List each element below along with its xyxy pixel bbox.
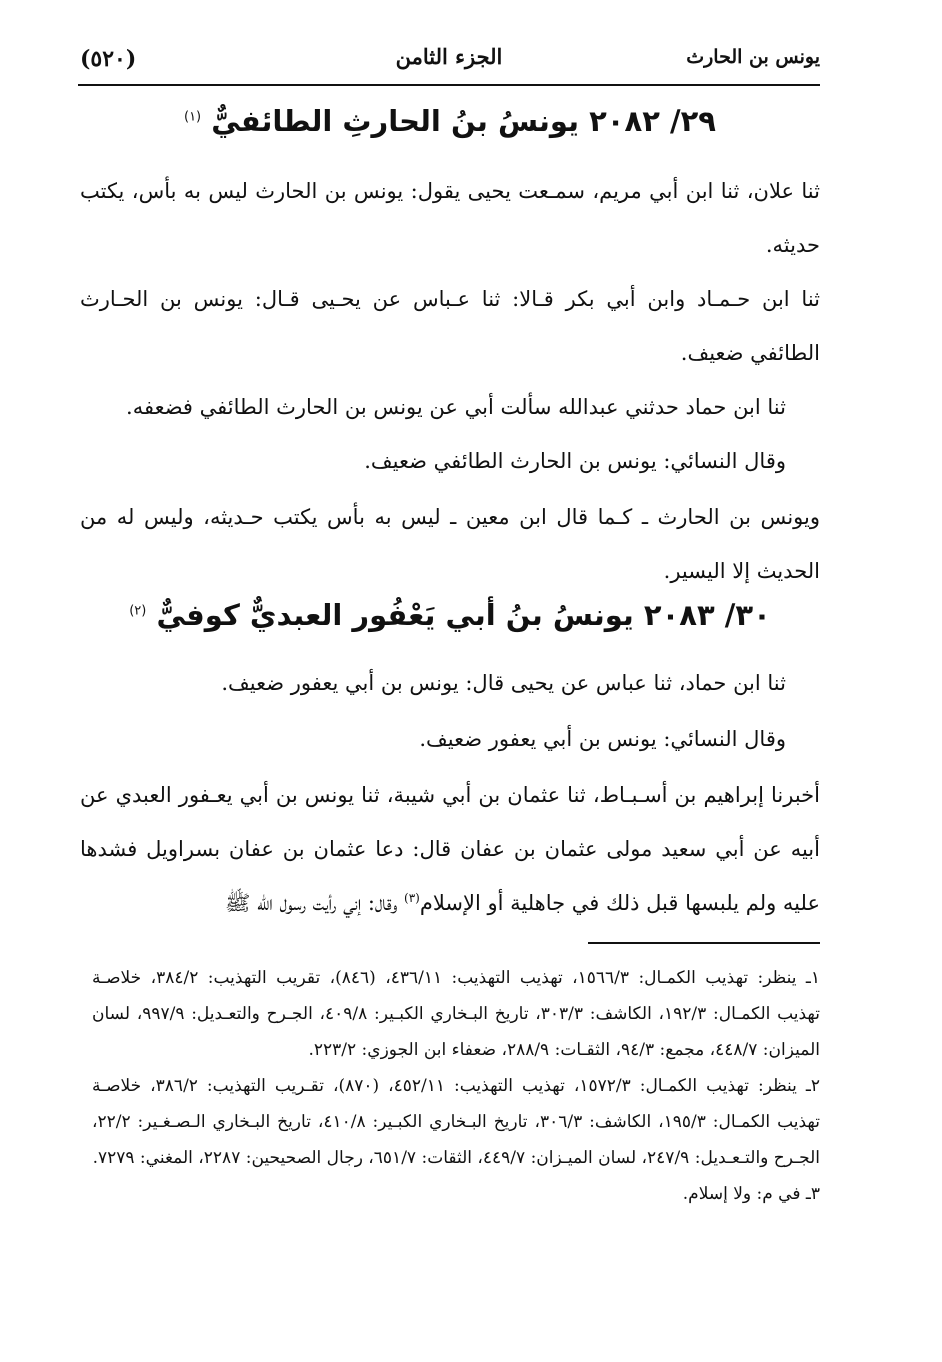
paragraph: وقال النسائي: يونس بن أبي يعفور ضعيف. (419, 727, 786, 751)
paragraph-text: وقال: إني رأيت رسول الله ﷺ (225, 891, 405, 915)
paragraph: وقال النسائي: يونس بن الحارث الطائفي ضعيف. (364, 449, 786, 473)
footnote-1: ١ـ ينظر: تهذيب الكمـال: ١٥٦٦/٣، تهذيب التهذيب: ٤٣٦/١١، (٨٤٦)، تقريب التهذيب: ٣٨٤/٢، خلاصـة تهذيب الكمـال: ١٩٢/٣، الكاشف: ٣٠٣/٣، تاريخ البـخاري الكبـير: ٤٠٩/٨، الجـرح والتعـديل: ٩٩٧/٩، لسان الميزان: ٤٤٨/٧، مجمع: ٩٤/٣، الثقـات: ٢٨٨/٩، ضعفاء ابن الجوزي: ٢٢٣/٢. (92, 968, 820, 1060)
footnotes (92, 960, 820, 1212)
footnote-ref: (١) (183, 109, 202, 125)
footnote-ref: (٢) (129, 603, 147, 619)
footnote-separator (588, 942, 820, 944)
header-entry-name: يونس بن الحارث (686, 46, 820, 68)
footnote-2: ٢ـ ينظر: تهذيب الكمـال: ١٥٧٢/٣، تهذيب التهذيب: ٤٥٢/١١، (٨٧٠)، تقـريب التهذيب: ٣٨٦/٢، خلاصـة تهذيب الكمـال: ١٩٥/٣، الكاشف: ٣٠٦/٣، تاريخ البـخاري الكبـير: ٤١٠/٨، تاريخ البـخاري الـصـغـير: ٢٢/٢، الجـرح والتـعـديل: ٢٤٧/٩، لسان الميـزان: ٤٤٩/٧، الثقات: ٦٥١/٧، رجال الصحيحين: ٢٢٨٧، المغني: ٧٢٧٩. (92, 1076, 821, 1168)
paragraph-text: أخبرنا إبراهيم بن أسـبـاط، ثنا عثمان بن أبي شيبة، ثنا يونس بن أبي يعـفور العبدي عن أبيه عن أبي سعيد مولى عثمان بن عفان قال: دعا عثمان بن عفان بسراويل فشدها عليه ولم يلبسها قبل ذلك في جاهلية أو الإسلام (80, 783, 820, 915)
entry-title (70, 104, 830, 138)
paragraph: ثنا علان، ثنا ابن أبي مريم، سمـعت يحيى يقول: يونس بن الحارث ليس به بأس، يكتب حديثه. (80, 179, 820, 257)
paragraph (80, 768, 820, 930)
entry-title (70, 598, 830, 632)
footnote-3: ٣ـ في م: ولا إسلام. (682, 1184, 820, 1204)
running-header (78, 40, 820, 86)
page-number: (٥٢٠) (80, 46, 137, 72)
footnote-ref: (٣) (404, 891, 420, 905)
paragraph: ثنا ابن حماد، ثنا عباس عن يحيى قال: يونس بن أبي يعفور ضعيف. (221, 671, 786, 695)
entry-title-text: ٣٠/ ٢٠٨٣ يونسُ بنُ أبي يَعْفُور العبديٌّ كوفيٌّ (156, 598, 771, 632)
paragraph: ثنا ابن حـمـاد وابن أبي بكر قـالا: ثنا عـباس عن يحـيى قـال: يونس بن الحـارث الطائفي ضعيف. (80, 287, 820, 365)
paragraph: ثنا ابن حماد حدثني عبدالله سألت أبي عن يونس بن الحارث الطائفي فضعفه. (126, 395, 786, 419)
paragraph: ويونس بن الحارث ـ كـما قال ابن معين ـ ليس به بأس يكتب حـديثه، وليس له من الحديث إلا اليسير. (80, 505, 820, 583)
header-part-title: الجزء الثامن (395, 44, 503, 69)
entry-title-text: ٢٩/ ٢٠٨٢ يونسُ بنُ الحارثِ الطائفيٌّ (211, 104, 717, 138)
